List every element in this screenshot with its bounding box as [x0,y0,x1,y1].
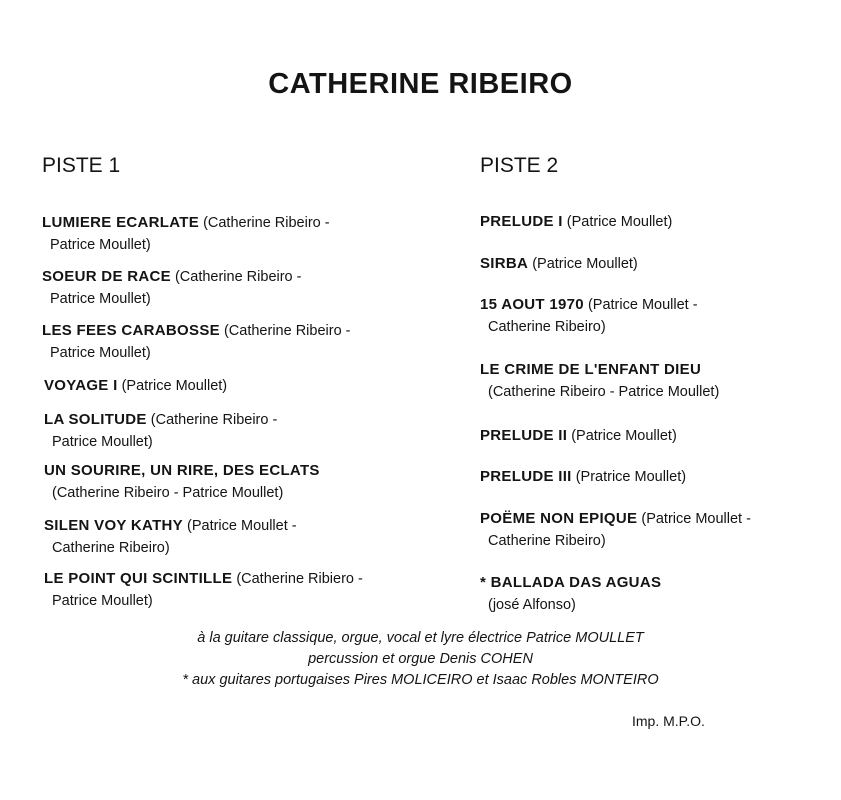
track-credit-line2: Patrice Moullet) [50,237,151,253]
track-piste2-7 [480,508,751,552]
track-piste2-5 [480,425,677,447]
track-title: UN SOURIRE, UN RIRE, DES ECLATS [44,462,320,479]
track-credit-line2: Patrice Moullet) [50,345,151,361]
track-credit: (Patrice Moullet) [566,214,673,230]
track-credit-line2: Patrice Moullet) [52,434,153,450]
track-title: LA SOLITUDE [44,411,147,428]
imprint: Imp. M.P.O. [632,713,705,729]
track-piste1-3 [42,320,351,364]
track-title: PRELUDE II [480,427,568,444]
track-title: 15 AOUT 1970 [480,296,584,313]
track-title: VOYAGE I [44,377,118,394]
track-credit: (Catherine Ribeiro - [174,269,302,285]
track-credit-line2: (Catherine Ribeiro - Patrice Moullet) [52,485,284,501]
track-piste2-8 [480,572,661,616]
track-credit: (Patrice Moullet - [187,518,297,534]
track-title: LE CRIME DE L'ENFANT DIEU [480,361,702,378]
track-credit: (Patrice Moullet - [587,297,698,313]
track-title: LES FEES CARABOSSE [42,322,220,339]
track-credit-line2: Patrice Moullet) [50,291,151,307]
track-credit: (Patrice Moullet) [121,378,228,394]
track-credit-line2: (josé Alfonso) [488,597,576,613]
track-credit-line2: Catherine Ribeiro) [488,319,606,335]
track-title: SIRBA [480,255,529,272]
track-credit-line2: Catherine Ribeiro) [52,540,170,556]
track-credit-line2: (Catherine Ribeiro - Patrice Moullet) [488,384,720,400]
credit-line: percussion et orgue Denis COHEN [308,651,533,667]
track-credit: (Catherine Ribeiro - [203,215,330,231]
piste-2-heading: PISTE 2 [480,154,559,177]
track-title: PRELUDE I [480,213,563,230]
track-piste2-6 [480,466,686,488]
track-credit: (Catherine Ribiero - [236,571,363,587]
track-credit-line2: Patrice Moullet) [52,593,153,609]
track-credit: (Catherine Ribeiro - [150,412,278,428]
track-title: LE POINT QUI SCINTILLE [44,570,233,587]
track-credit: (Patrice Moullet - [641,511,751,527]
piste-1-heading: PISTE 1 [42,154,121,177]
track-piste1-2 [42,266,301,310]
track-credit-line2: Catherine Ribeiro) [488,533,606,549]
track-piste1-8 [44,568,363,612]
track-title: SOEUR DE RACE [42,268,171,285]
track-piste2-2 [480,253,638,275]
track-piste1-5 [44,409,277,453]
track-credit: (Patrice Moullet) [532,256,638,272]
track-credit: (Patrice Moullet) [571,428,677,444]
track-piste1-7 [44,515,297,559]
track-credit: (Pratrice Moullet) [575,469,687,485]
track-piste2-1 [480,211,672,233]
track-credit: (Catherine Ribeiro - [223,323,351,339]
track-piste2-4 [480,359,719,403]
credit-line: à la guitare classique, orgue, vocal et lyre électrice Patrice MOULLET [197,630,644,646]
track-title: LUMIERE ECARLATE [42,214,200,231]
track-piste1-6 [44,460,320,504]
track-piste2-3 [480,294,698,338]
performer-credits [0,628,841,691]
track-title: SILEN VOY KATHY [44,517,183,534]
credit-line: * aux guitares portugaises Pires MOLICEIRO et Isaac Robles MONTEIRO [182,672,659,688]
track-title: PRELUDE III [480,468,572,485]
track-piste1-4 [44,375,227,397]
track-title: * BALLADA DAS AGUAS [480,574,662,591]
track-piste1-1 [42,212,330,256]
track-title: POËME NON EPIQUE [480,510,638,527]
album-title: CATHERINE RIBEIRO [268,68,573,100]
